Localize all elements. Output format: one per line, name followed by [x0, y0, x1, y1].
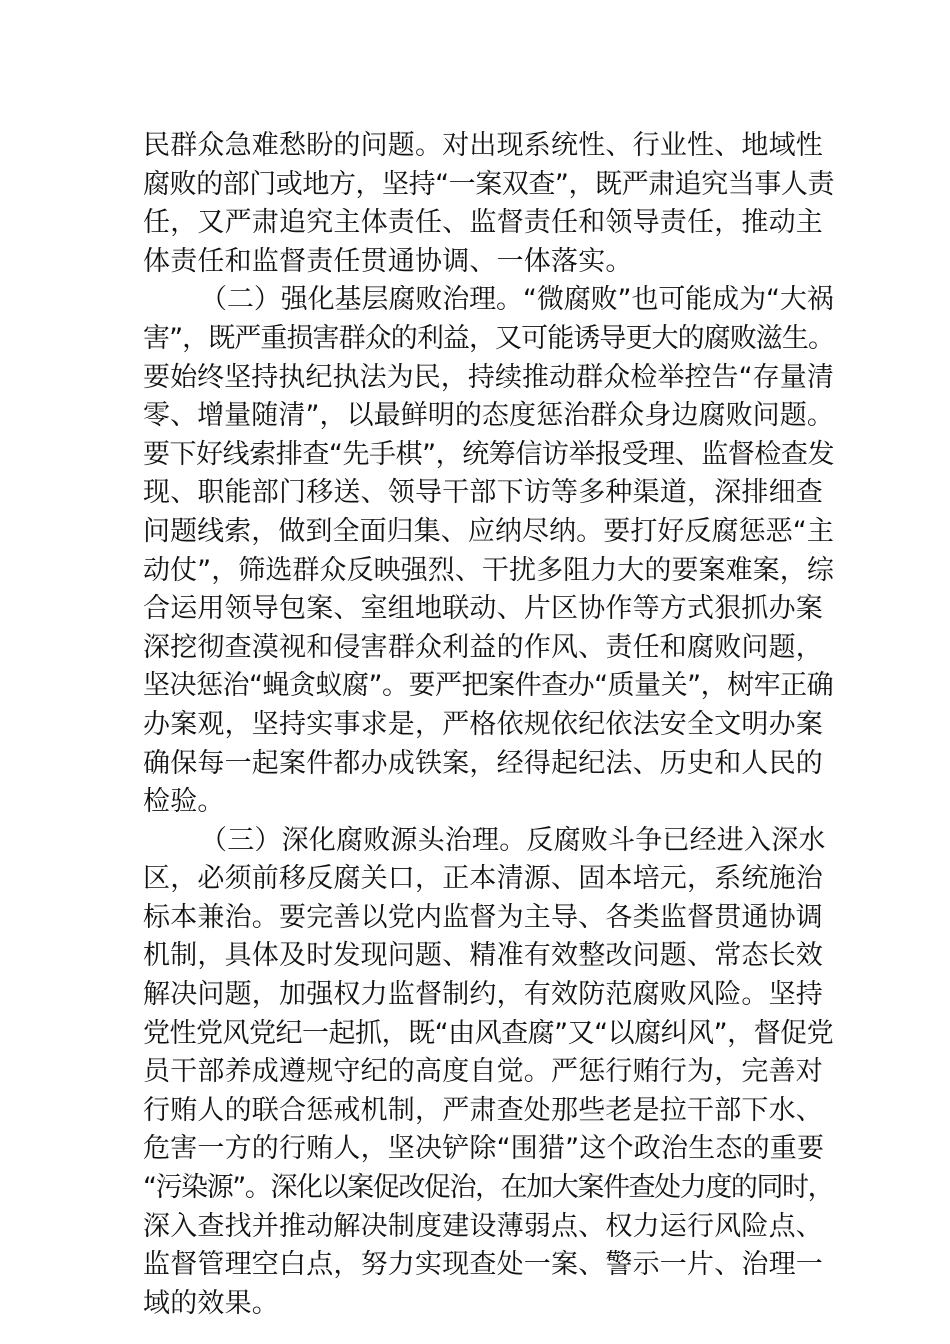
section-heading-line: （二）强化基层腐败治理。“微腐败”也可能成为“大祸: [200, 284, 834, 316]
text-line: 标本兼治。要完善以党内监督为主导、各类监督贯通协调: [143, 901, 823, 933]
text-line: 要始终坚持执纪执法为民，持续推动群众检举控告“存量清: [143, 361, 834, 393]
text-line: 合运用领导包案、室组地联动、片区协作等方式狠抓办案: [143, 593, 823, 625]
section-heading-line: （三）深化腐败源头治理。反腐败斗争已经进入深水: [200, 824, 826, 856]
text-line: 机制，具体及时发现问题、精准有效整改问题、常态长效: [143, 940, 823, 972]
text-line: 确保每一起案件都办成铁案，经得起纪法、历史和人民的: [143, 747, 823, 779]
text-line: 腐败的部门或地方，坚持“一案双查”，既严肃追究当事人责: [143, 168, 835, 200]
text-line: 深挖彻查漠视和侵害群众利益的作风、责任和腐败问题，: [143, 631, 823, 663]
text-line: 检验。: [143, 786, 225, 818]
text-line: 党性党风党纪一起抓，既“由风查腐”又“以腐纠风”，督促党: [143, 1017, 834, 1049]
text-line: 监督管理空白点，努力实现查处一案、警示一片、治理一: [143, 1249, 823, 1281]
text-line: 动仗”，筛选群众反映强烈、干扰多阻力大的要案难案，综: [143, 554, 834, 586]
text-line: 任，又严肃追究主体责任、监督责任和领导责任，推动主: [143, 207, 823, 239]
document-body: [143, 127, 835, 1323]
text-line: 问题线索，做到全面归集、应纳尽纳。要打好反腐惩恶“主: [143, 515, 834, 547]
paragraph-continuation: [143, 127, 835, 281]
text-line: 现、职能部门移送、领导干部下访等多种渠道，深排细查: [143, 477, 823, 509]
paragraph-section-2: [143, 281, 835, 821]
text-line: 要下好线索排查“先手棋”，统筹信访举报受理、监督检查发: [143, 438, 835, 470]
text-line: 区，必须前移反腐关口，正本清源、固本培元，系统施治: [143, 863, 823, 895]
text-line: 零、增量随清”，以最鲜明的态度惩治群众身边腐败问题。: [143, 400, 834, 432]
text-line: 域的效果。: [143, 1287, 279, 1319]
text-line: 坚决惩治“蝇贪蚁腐”。要严把案件查办“质量关”，树牢正确: [143, 670, 834, 702]
text-line: “污染源”。深化以案促改促治，在加大案件查处力度的同时，: [143, 1172, 834, 1204]
text-line: 解决问题，加强权力监督制约，有效防范腐败风险。坚持: [143, 979, 823, 1011]
text-line: 民群众急难愁盼的问题。对出现系统性、行业性、地域性: [143, 130, 823, 161]
text-line: 行贿人的联合惩戒机制，严肃查处那些老是拉干部下水、: [143, 1094, 823, 1126]
text-line: 危害一方的行贿人，坚决铲除“围猎”这个政治生态的重要: [143, 1133, 825, 1165]
text-line: 害”，既严重损害群众的利益，又可能诱导更大的腐败滋生。: [143, 322, 835, 354]
text-line: 办案观，坚持实事求是，严格依规依纪依法安全文明办案: [143, 708, 823, 740]
text-line: 深入查找并推动解决制度建设薄弱点、权力运行风险点、: [143, 1210, 823, 1242]
text-line: 员干部养成遵规守纪的高度自觉。严惩行贿行为，完善对: [143, 1056, 823, 1088]
paragraph-section-3: [143, 822, 835, 1324]
text-line: 体责任和监督责任贯通协调、一体落实。: [143, 245, 633, 277]
